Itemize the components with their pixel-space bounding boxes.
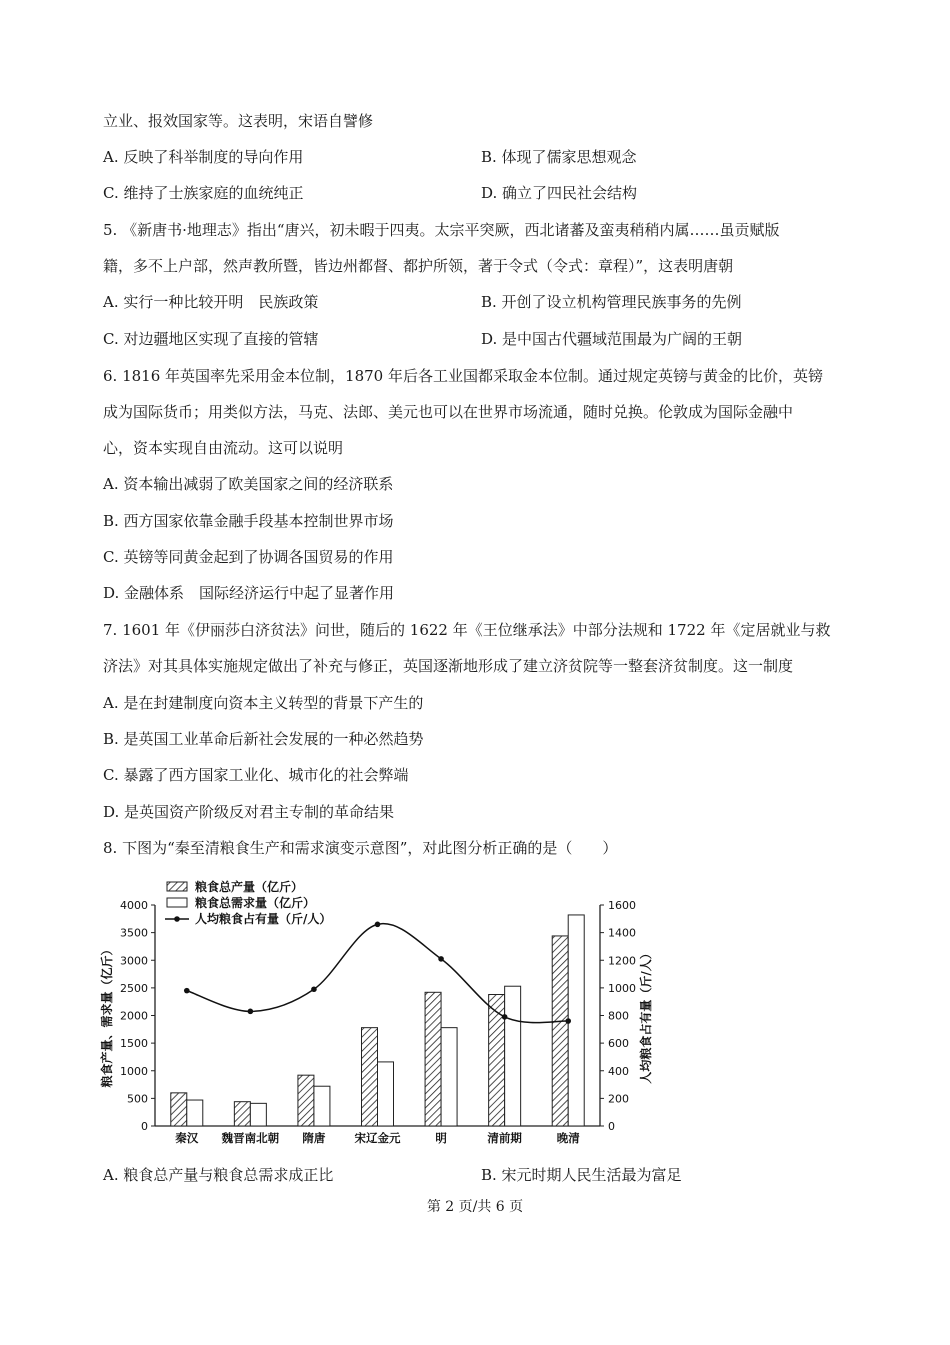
q8-stem: 8. 下图为“秦至清粮食生产和需求演变示意图”，对此图分析正确的是（ ） [103, 839, 618, 857]
q4-options-row-1 [103, 150, 863, 165]
bar-production-5 [489, 995, 505, 1126]
category-label: 明 [435, 1131, 447, 1145]
per-capita-point-3 [375, 922, 381, 928]
chart-legend [165, 879, 331, 926]
right-tick-label: 800 [608, 1009, 629, 1023]
bar-demand-4 [441, 1028, 457, 1126]
q6-stem-line-3: 心，资本实现自由流动。这可以说明 [103, 439, 344, 457]
per-capita-point-2 [311, 986, 317, 992]
legend-label-demand: 粮食总需求量（亿斤） [195, 896, 316, 910]
bar-production-2 [298, 1075, 314, 1126]
category-label: 宋辽金元 [354, 1131, 401, 1145]
q8-options-row-1 [103, 1168, 863, 1183]
q7-option-b[interactable]: B. 是英国工业革命后新社会发展的一种必然趋势 [103, 730, 424, 748]
q5-stem-line-2: 籍，多不上户部，然声教所暨，皆边州都督、都护所领，著于令式（令式：章程）”，这表明唐朝 [103, 257, 734, 275]
category-label: 晚清 [556, 1131, 580, 1145]
left-tick-label: 500 [127, 1092, 148, 1106]
q4-option-c[interactable]: C. 维持了士族家庭的血统纯正 [103, 184, 304, 202]
grain-chart [95, 872, 655, 1154]
q6-option-a[interactable]: A. 资本输出减弱了欧美国家之间的经济联系 [103, 475, 394, 493]
q5-options-row-1 [103, 295, 863, 310]
q6-stem-line-2: 成为国际货币；用类似方法，马克、法郎、美元也可以在世界市场流通，随时兑换。伦敦成为国际金融中 [103, 403, 794, 421]
q5-option-a[interactable]: A. 实行一种比较开明 民族政策 [103, 293, 319, 311]
category-label: 隋唐 [302, 1131, 326, 1145]
per-capita-point-6 [565, 1018, 571, 1024]
q5-options-row-2 [103, 332, 863, 347]
right-tick-label: 1400 [608, 926, 636, 940]
bar-demand-1 [250, 1103, 266, 1126]
legend-label-production: 粮食总产量（亿斤） [195, 880, 304, 894]
bar-demand-5 [505, 986, 521, 1126]
q7-stem-line-2: 济法》对其具体实施规定做出了补充与修正，英国逐渐地形成了建立济贫院等一整套济贫制度。这一制度 [103, 657, 794, 675]
chart-bars [171, 915, 584, 1145]
q8-option-a[interactable]: A. 粮食总产量与粮食总需求成正比 [103, 1166, 334, 1184]
left-tick-label: 2500 [120, 981, 148, 995]
right-tick-label: 1000 [608, 981, 636, 995]
bar-demand-3 [378, 1062, 394, 1126]
left-tick-label: 0 [141, 1120, 148, 1133]
category-label: 清前期 [487, 1131, 522, 1145]
per-capita-point-5 [502, 1014, 508, 1020]
page-footer: 第 2 页/共 6 页 [426, 1199, 524, 1215]
q7-option-d[interactable]: D. 是英国资产阶级反对君主专制的革命结果 [103, 803, 395, 821]
legend-swatch-production [167, 882, 187, 891]
left-tick-label: 3000 [120, 954, 148, 968]
q5-option-d[interactable]: D. 是中国古代疆域范围最为广阔的王朝 [481, 330, 743, 348]
right-tick-label: 1600 [608, 899, 636, 912]
legend-swatch-demand [167, 898, 187, 907]
left-tick-label: 1500 [120, 1037, 148, 1051]
q4-options-row-2 [103, 186, 863, 201]
bar-production-0 [171, 1093, 187, 1126]
right-tick-label: 1200 [608, 954, 636, 968]
q5-option-b[interactable]: B. 开创了设立机构管理民族事务的先例 [481, 293, 742, 311]
right-tick-label: 0 [608, 1120, 615, 1133]
right-tick-label: 400 [608, 1064, 629, 1078]
right-tick-label: 600 [608, 1037, 629, 1051]
q6-stem-line-1: 6. 1816 年英国率先采用金本位制，1870 年后各工业国都采取金本位制。通过规定英镑与黄金的比价，英镑 [103, 367, 823, 385]
q8-option-b[interactable]: B. 宋元时期人民生活最为富足 [481, 1166, 682, 1184]
left-axis-title: 粮食产量、需求量（亿斤） [100, 943, 114, 1088]
q6-option-c[interactable]: C. 英镑等同黄金起到了协调各国贸易的作用 [103, 548, 394, 566]
left-tick-label: 3500 [120, 926, 148, 940]
q4-option-a[interactable]: A. 反映了科举制度的导向作用 [103, 148, 304, 166]
q6-option-d[interactable]: D. 金融体系 国际经济运行中起了显著作用 [103, 584, 395, 602]
bar-production-4 [425, 992, 441, 1126]
right-axis-title: 人均粮食占有量（斤/人） [639, 947, 653, 1084]
bar-production-1 [234, 1102, 250, 1126]
left-tick-label: 1000 [120, 1064, 148, 1078]
q5-stem-line-1: 5. 《新唐书·地理志》指出“唐兴，初未暇于四夷。太宗平突厥，西北诸蕃及蛮夷稍稍内属……虽贡赋版 [103, 221, 780, 239]
category-label: 魏晋南北朝 [221, 1131, 280, 1145]
right-tick-label: 200 [608, 1092, 629, 1106]
q4-option-d[interactable]: D. 确立了四民社会结构 [481, 184, 638, 202]
q5-option-c[interactable]: C. 对边疆地区实现了直接的管辖 [103, 330, 319, 348]
q6-option-b[interactable]: B. 西方国家依靠金融手段基本控制世界市场 [103, 512, 394, 530]
category-label: 秦汉 [175, 1131, 199, 1145]
q4-stem-tail: 立业、报效国家等。这表明，宋语自譬修 [103, 112, 374, 130]
q7-stem-line-1: 7. 1601 年《伊丽莎白济贫法》问世，随后的 1622 年《王位继承法》中部分法规和 1722 年《定居就业与救 [103, 621, 831, 639]
q7-option-a[interactable]: A. 是在封建制度向资本主义转型的背景下产生的 [103, 694, 424, 712]
bar-demand-2 [314, 1086, 330, 1126]
left-tick-label: 4000 [120, 899, 148, 912]
per-capita-point-4 [438, 956, 444, 962]
per-capita-point-1 [248, 1009, 254, 1015]
left-tick-label: 2000 [120, 1009, 148, 1023]
legend-swatch-point [174, 916, 180, 922]
bar-production-3 [362, 1028, 378, 1126]
q4-option-b[interactable]: B. 体现了儒家思想观念 [481, 148, 637, 166]
q7-option-c[interactable]: C. 暴露了西方国家工业化、城市化的社会弊端 [103, 766, 409, 784]
bar-demand-0 [187, 1100, 203, 1126]
bar-production-6 [552, 936, 568, 1126]
per-capita-point-0 [184, 988, 190, 994]
legend-label-per-capita: 人均粮食占有量（斤/人） [195, 912, 332, 926]
